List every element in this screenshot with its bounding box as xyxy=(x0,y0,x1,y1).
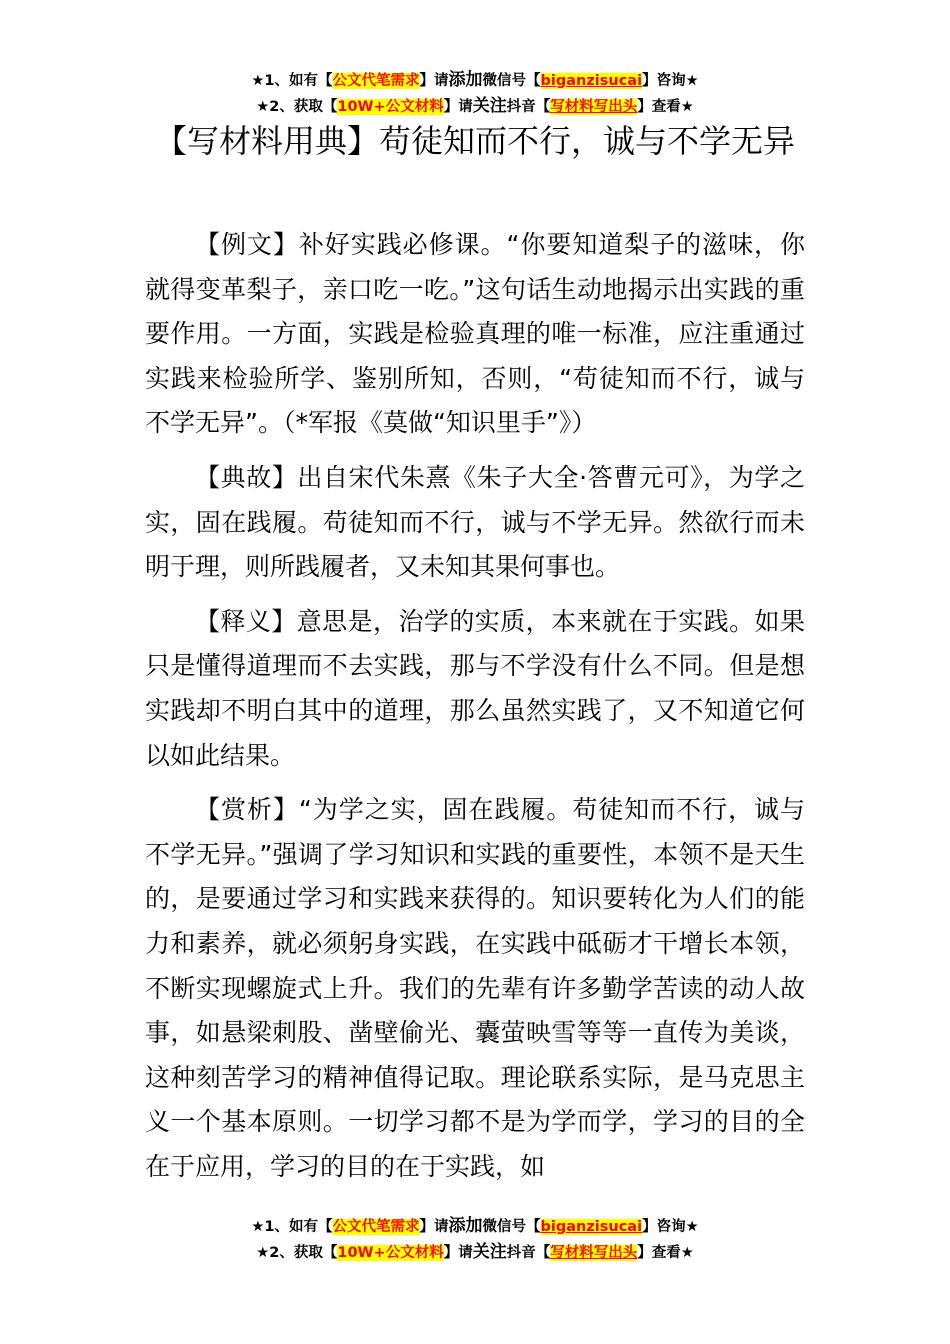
paragraph-example: 【例文】补好实践必修课。“你要知道梨子的滋味，你就得变革梨子，亲口吃一吃。”这句话生动地揭示出实践的重要作用。一方面，实践是检验真理的唯一标准，应注重通过实践来检验所学、鉴别所知，否则，“苟徒知而不行，诚与不学无异”。（*军报《莫做“知识里手”》） xyxy=(145,230,805,438)
promo-highlight-wechat-id[interactable]: biganzisucai xyxy=(540,73,643,89)
promo-text: 微信号【 xyxy=(482,1219,541,1235)
promo-text: 抖音【 xyxy=(506,1245,551,1261)
promo-text: 抖音【 xyxy=(506,99,551,115)
promo-text: ★2、获取【 xyxy=(256,1245,338,1261)
promo-highlight-douyin-account[interactable]: 写材料写出头 xyxy=(550,99,638,115)
header-promo-line-2 xyxy=(0,94,950,120)
promo-highlight-service: 公文代笔需求 xyxy=(332,1219,420,1235)
promo-highlight-wechat-id[interactable]: biganzisucai xyxy=(540,1219,643,1235)
promo-text: 】咨询★ xyxy=(642,73,699,89)
promo-emphasis: 添加 xyxy=(448,1216,483,1236)
promo-text: 】咨询★ xyxy=(642,1219,699,1235)
promo-highlight-service: 公文代笔需求 xyxy=(332,73,420,89)
footer-promo-line-1 xyxy=(0,1214,950,1240)
promo-text: ★1、如有【 xyxy=(251,1219,333,1235)
footer-promo-line-2 xyxy=(0,1240,950,1266)
promo-highlight-materials: 10W+公文材料 xyxy=(337,99,444,115)
promo-text: 】查看★ xyxy=(637,99,694,115)
promo-text: 】查看★ xyxy=(637,1245,694,1261)
promo-text: ★2、获取【 xyxy=(256,99,338,115)
paragraph-meaning: 【释义】意思是，治学的实质，本来就在于实践。如果只是懂得道理而不去实践，那与不学没有什么不同。但是想实践却不明白其中的道理，那么虽然实践了，又不知道它何以如此结果。 xyxy=(145,606,805,770)
paragraph-appreciation: 【赏析】“为学之实，固在践履。苟徒知而不行，诚与不学无异。”强调了学习知识和实践的重要性，本领不是天生的，是要通过学习和实践来获得的。知识要转化为人们的能力和素养，就必须躬身实践，在实践中砥砺才干增长本领，不断实现螺旋式上升。我们的先辈有许多勤学苦读的动人故事，如悬梁刺股、凿壁偷光、囊萤映雪等等一直传为美谈，这种刻苦学习的精神值得记取。理论联系实际，是马克思主义一个基本原则。一切学习都不是为学而学，学习的目的全在于应用，学习的目的在于实践，如 xyxy=(145,795,805,1181)
document-title: 【写材料用典】苟徒知而不行，诚与不学无异 xyxy=(154,122,795,160)
promo-text: 微信号【 xyxy=(482,73,541,89)
footer-promo xyxy=(0,1214,950,1266)
paragraph-allusion: 【典故】出自宋代朱熹《朱子大全·答曹元可》，为学之实，固在践履。苟徒知而不行，诚与不学无异。然欲行而未明于理，则所践履者，又未知其果何事也。 xyxy=(145,462,805,582)
promo-highlight-materials: 10W+公文材料 xyxy=(337,1245,444,1261)
header-promo-line-1 xyxy=(0,68,950,94)
promo-text: 】请 xyxy=(419,73,449,89)
promo-emphasis: 添加 xyxy=(448,70,483,90)
promo-text: 】请 xyxy=(443,1245,473,1261)
document-body xyxy=(145,223,805,1199)
promo-emphasis: 关注 xyxy=(472,96,507,116)
promo-text: 】请 xyxy=(443,99,473,115)
promo-emphasis: 关注 xyxy=(472,1242,507,1262)
promo-highlight-douyin-account[interactable]: 写材料写出头 xyxy=(550,1245,638,1261)
promo-text: ★1、如有【 xyxy=(251,73,333,89)
promo-text: 】请 xyxy=(419,1219,449,1235)
header-promo xyxy=(0,68,950,120)
